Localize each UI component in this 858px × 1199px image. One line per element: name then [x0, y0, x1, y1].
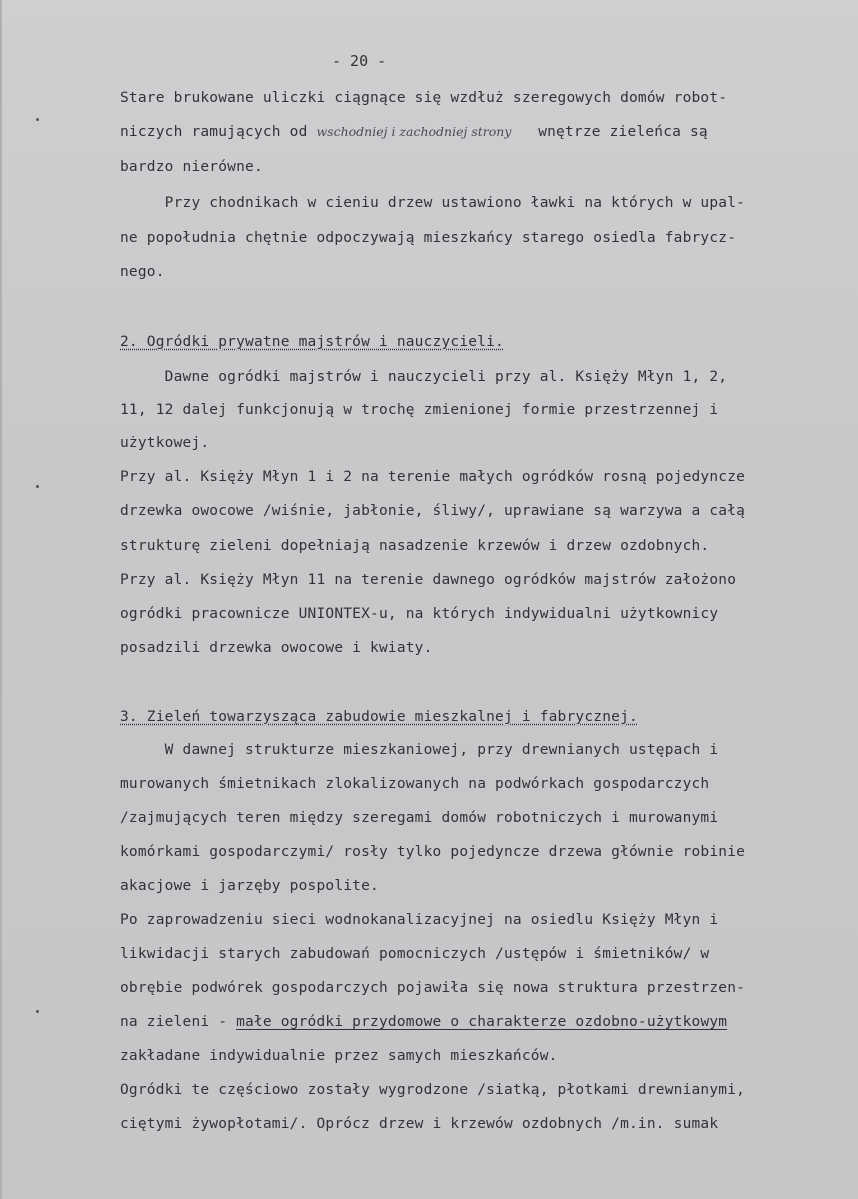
text-line: ogródki pracownicze UNIONTEX-u, na których indywidualni użytkownicy	[120, 606, 719, 622]
text-line: obrębie podwórek gospodarczych pojawiła się nowa struktura przestrzen-	[120, 980, 746, 996]
text-line: nego.	[120, 264, 165, 280]
scan-speck	[36, 1010, 39, 1013]
text-line: Po zaprowadzeniu sieci wodnokanalizacyjnej na osiedlu Księży Młyn i	[120, 912, 719, 928]
text-line: komórkami gospodarczymi/ rosły tylko pojedyncze drzewa głównie robinie	[120, 844, 746, 860]
text-line: likwidacji starych zabudowań pomocniczych /ustępów i śmietników/ w	[120, 946, 710, 962]
text-line: strukturę zieleni dopełniają nasadzenie krzewów i drzew ozdobnych.	[120, 538, 710, 554]
text-line: /zajmujących teren między szeregami domów robotniczych i murowanymi	[120, 810, 719, 826]
scan-speck	[36, 118, 39, 121]
text-line: 11, 12 dalej funkcjonują w trochę zmienionej formie przestrzennej i	[120, 402, 719, 418]
text-line: Ogródki te częściowo zostały wygrodzone /siatką, płotkami drewnianymi,	[120, 1082, 746, 1098]
text-line: Stare brukowane uliczki ciągnące się wzdłuż szeregowych domów robot-	[120, 90, 728, 106]
text-line: drzewka owocowe /wiśnie, jabłonie, śliwy/, uprawiane są warzywa a całą	[120, 503, 746, 519]
text-line: Przy chodnikach w cieniu drzew ustawiono ławki na których w upal-	[120, 195, 746, 211]
text-segment: na zieleni -	[120, 1014, 237, 1030]
handwritten-insertion: wschodniej i zachodniej strony	[316, 124, 512, 139]
text-line: posadzili drzewka owocowe i kwiaty.	[120, 640, 433, 656]
text-segment: niczych ramujących od	[120, 124, 308, 140]
underlined-phrase: małe ogródki przydomowe o charakterze ozdobno-użytkowym	[236, 1014, 728, 1030]
text-line: W dawnej strukturze mieszkaniowej, przy drewnianych ustępach i	[120, 742, 719, 758]
text-line: ciętymi żywopłotami/. Oprócz drzew i krzewów ozdobnych /m.in. sumak	[120, 1116, 719, 1132]
page-number: - 20 -	[332, 52, 387, 70]
text-line: zakładane indywidualnie przez samych mieszkańców.	[120, 1048, 558, 1064]
scan-speck	[36, 485, 39, 488]
text-line	[120, 1012, 727, 1032]
section-heading: 2. Ogródki prywatne majstrów i nauczycieli.	[120, 334, 504, 350]
text-line: akacjowe i jarzęby pospolite.	[120, 878, 379, 894]
text-segment: wnętrze zieleńca są	[538, 124, 708, 140]
text-line: Dawne ogródki majstrów i nauczycieli przy al. Księży Młyn 1, 2,	[120, 369, 728, 385]
section-heading: 3. Zieleń towarzysząca zabudowie mieszkalnej i fabrycznej.	[120, 709, 638, 725]
text-line: murowanych śmietnikach zlokalizowanych na podwórkach gospodarczych	[120, 776, 710, 792]
text-line: ne popołudnia chętnie odpoczywają mieszkańcy starego osiedla fabrycz-	[120, 230, 737, 246]
text-line	[120, 122, 708, 142]
text-line: bardzo nierówne.	[120, 159, 263, 175]
text-line: użytkowej.	[120, 435, 210, 451]
text-line: Przy al. Księży Młyn 11 na terenie dawnego ogródków majstrów założono	[120, 572, 737, 588]
text-line: Przy al. Księży Młyn 1 i 2 na terenie małych ogródków rosną pojedyncze	[120, 469, 746, 485]
